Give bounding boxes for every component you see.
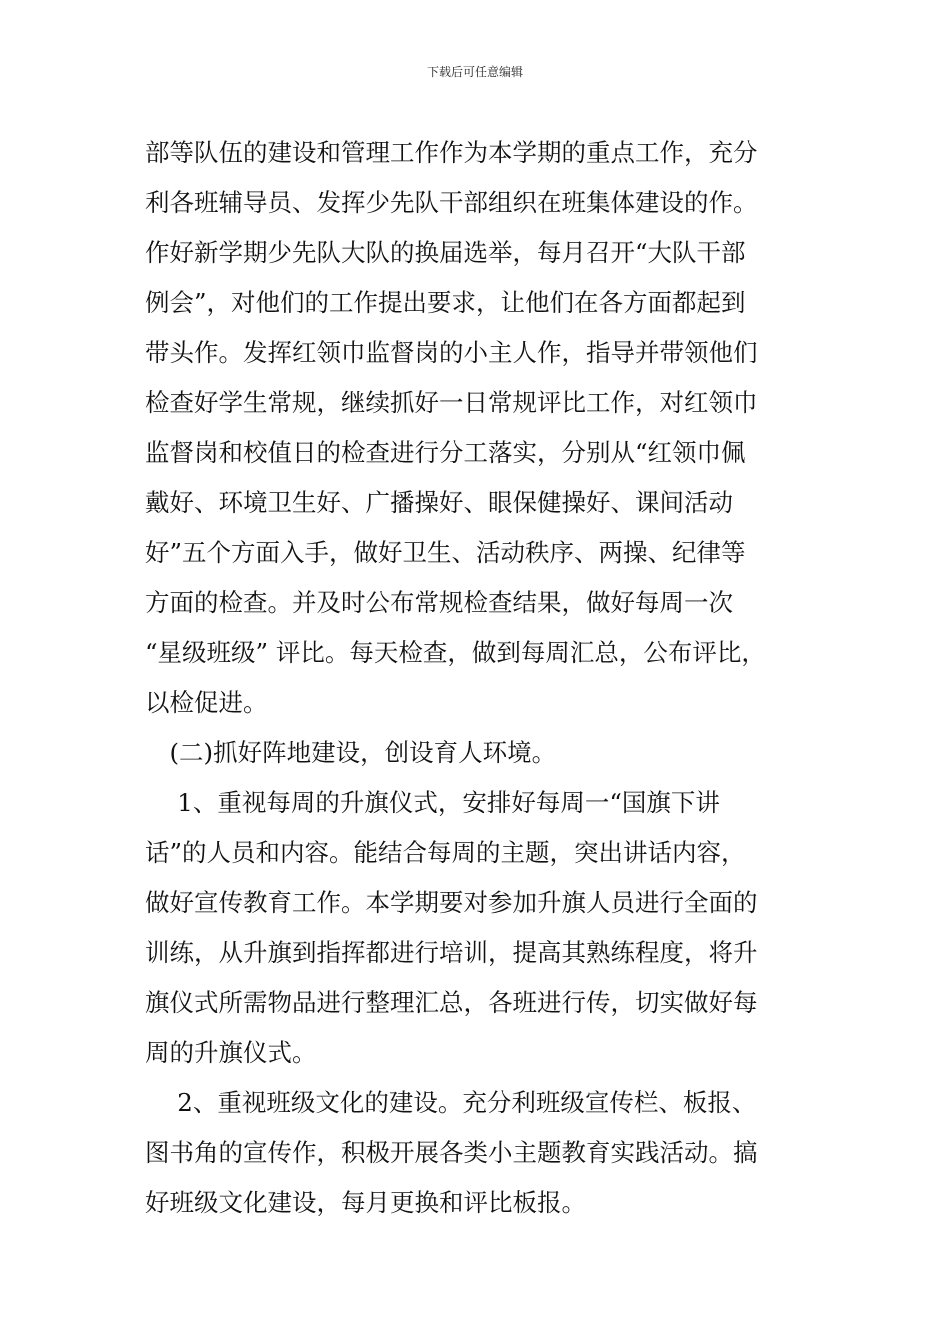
text-line: 以检促进。 [145, 688, 268, 717]
paragraph-2 [145, 778, 815, 1078]
text-line: 戴好、环境卫生好、广播操好、眼保健操好、课间活动 [145, 488, 733, 517]
text-line: 作好新学期少先队大队的换届选举，每月召开“大队干部 [145, 238, 746, 267]
text-line: 训练，从升旗到指挥都进行培训，提高其熟练程度，将升 [145, 938, 758, 967]
text-line: 1、重视每周的升旗仪式，安排好每周一“国旗下讲 [145, 788, 720, 817]
text-line: 好”五个方面入手，做好卫生、活动秩序、两操、纪律等 [145, 538, 746, 567]
paragraph-1 [145, 128, 815, 728]
text-line: 利各班辅导员、发挥少先队干部组织在班集体建设的作。 [145, 188, 758, 217]
paragraph-3 [145, 1078, 815, 1228]
text-line: 做好宣传教育工作。本学期要对参加升旗人员进行全面的 [145, 888, 758, 917]
text-line: 部等队伍的建设和管理工作作为本学期的重点工作，充分 [145, 138, 758, 167]
text-line: 带头作。发挥红领巾监督岗的小主人作，指导并带领他们 [145, 338, 758, 367]
text-line: 监督岗和校值日的检查进行分工落实，分别从“红领巾佩 [145, 438, 746, 467]
text-line: 例会”，对他们的工作提出要求，让他们在各方面都起到 [145, 288, 746, 317]
text-line: 好班级文化建设，每月更换和评比板报。 [145, 1188, 586, 1217]
section-heading [145, 728, 815, 778]
text-line: 2、重视班级文化的建设。充分利班级宣传栏、板报、 [145, 1088, 757, 1117]
document-body [145, 128, 815, 1228]
page-header-note: 下载后可任意编辑 [426, 65, 523, 79]
text-line: (二)抓好阵地建设，创设育人环境。 [145, 738, 557, 767]
text-line: “星级班级” 评比。每天检查，做到每周汇总，公布评比， [145, 638, 766, 667]
text-line: 话”的人员和内容。能结合每周的主题，突出讲话内容， [145, 838, 746, 867]
text-line: 检查好学生常规，继续抓好一日常规评比工作，对红领巾 [145, 388, 758, 417]
text-line: 旗仪式所需物品进行整理汇总，各班进行传，切实做好每 [145, 988, 758, 1017]
text-line: 图书角的宣传作，积极开展各类小主题教育实践活动。搞 [145, 1138, 758, 1167]
text-line: 方面的检查。并及时公布常规检查结果，做好每周一次 [145, 588, 733, 617]
text-line: 周的升旗仪式。 [145, 1038, 317, 1067]
